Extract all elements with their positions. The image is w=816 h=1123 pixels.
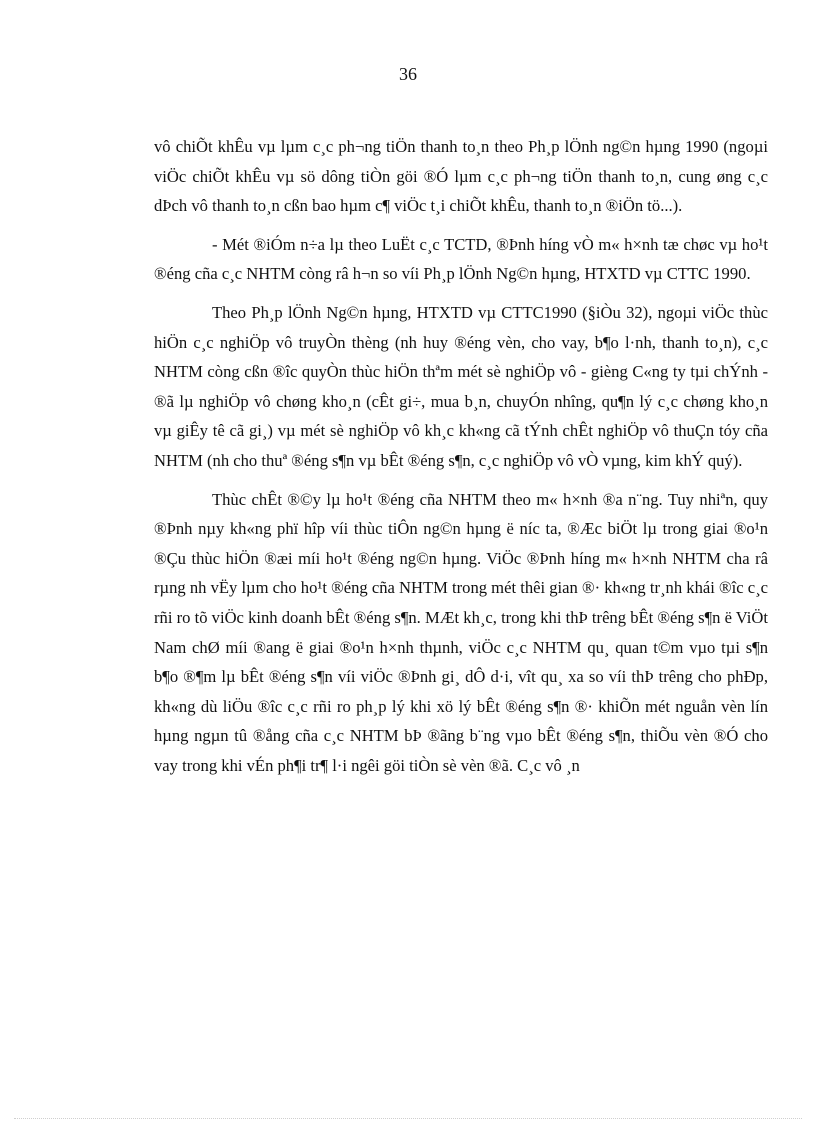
page-edge-divider <box>14 1118 802 1119</box>
paragraph: vô chiÕt khÊu vµ lµm c¸c ph¬ng tiÖn thanh to¸n theo Ph¸p lÖnh ng©n hµng 1990 (ngoµi viÖc chiÕt khÊu vµ sö dông tiÒn göi ®Ó lµm c¸c ph¬ng tiÖn thanh to¸n, cung øng c¸c dÞch vô thanh to¸n cßn bao hµm c¶ viÖc t¸i chiÕt khÊu, thanh to¸n ®iÖn tö...). <box>154 137 768 216</box>
page-number: 36 <box>399 64 417 84</box>
body-text <box>154 132 768 789</box>
paragraph: Theo Ph¸p lÖnh Ng©n hµng, HTXTD vµ CTTC1990 (§iÒu 32), ngoµi viÖc thùc hiÖn c¸c nghiÖp vô truyÒn thèng (nh huy ®éng vèn, cho vay, b¶o l·nh, thanh to¸n), c¸c NHTM còng cßn ®îc quyÒn thùc hiÖn thªm mét sè nghiÖp vô - gièng C«ng ty tµi chÝnh - ®ã lµ nghiÖp vô chøng kho¸n (cÊt gi÷, mua b¸n, chuyÓn nhîng, qu¶n lý c¸c chøng kho¸n vµ giÊy tê cã gi¸) vµ mét sè nghiÖp vô kh¸c kh«ng cã tÝnh chÊt nghiÖp vô thuÇn tóy cña NHTM (nh cho thuª ®éng s¶n vµ bÊt ®éng s¶n, c¸c nghiÖp vô vÒ vµng, kim khÝ quý). <box>154 302 768 470</box>
paragraph: Thùc chÊt ®©y lµ ho¹t ®éng cña NHTM theo m« h×nh ®a n¨ng. Tuy nhiªn, quy ®Þnh nµy kh«ng phï hîp víi thùc tiÔn ng©n hµng ë níc ta, ®Æc biÖt lµ trong giai ®o¹n ®Çu thùc hiÖn ®æi míi ho¹t ®éng ng©n hµng. ViÖc ®Þnh híng m« h×nh NHTM cha râ rµng nh vËy lµm cho ho¹t ®éng cña NHTM trong mét thêi gian ®· kh«ng tr¸nh khái ®îc c¸c rñi ro tõ viÖc kinh doanh bÊt ®éng s¶n. MÆt kh¸c, trong khi thÞ trêng bÊt ®éng s¶n ë ViÖt Nam chØ míi ®ang ë giai ®o¹n h×nh thµnh, viÖc c¸c NHTM qu¸ quan t©m vµo tµi s¶n b¶o ®¶m lµ bÊt ®éng s¶n víi viÖc ®Þnh gi¸ dÔ d·i, vît qu¸ xa so víi thÞ trêng cho phÐp, kh«ng dù liÖu ®îc c¸c rñi ro ph¸p lý khi xö lý bÊt ®éng s¶n ®· khiÕn mét nguån vèn lín hµng ngµn tû ®ång cña c¸c NHTM bÞ ®ãng b¨ng vµo bÊt ®éng s¶n, thiÕu vèn ®Ó cho vay trong khi vÉn ph¶i tr¶ l·i ngêi göi tiÒn sè vèn ®ã. C¸c vô ¸n <box>154 489 768 775</box>
paragraph: - Mét ®iÓm n÷a lµ theo LuËt c¸c TCTD, ®Þnh híng vÒ m« h×nh tæ chøc vµ ho¹t ®éng cña c¸c NHTM còng râ h¬n so víi Ph¸p lÖnh Ng©n hµng, HTXTD vµ CTTC 1990. <box>154 234 768 284</box>
